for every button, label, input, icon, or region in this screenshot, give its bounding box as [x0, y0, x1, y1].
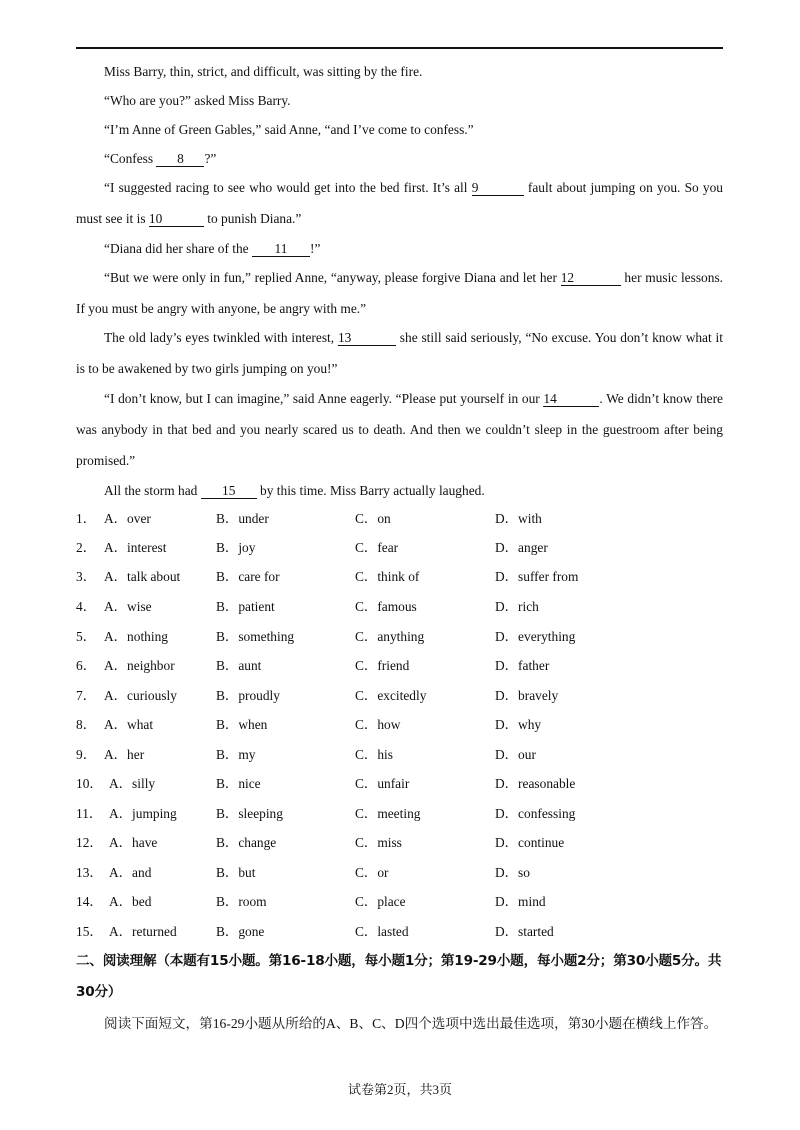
- option-a: A．over: [104, 511, 151, 526]
- top-rule: [76, 47, 723, 49]
- option-c: C．how: [355, 717, 401, 732]
- option-d: D．father: [495, 658, 550, 673]
- option-c: C．anything: [355, 629, 425, 644]
- option-b: B．under: [216, 511, 269, 526]
- option-c: C．excitedly: [355, 688, 427, 703]
- option-a: A．silly: [109, 776, 156, 791]
- option-a: A．and: [109, 865, 152, 880]
- option-c: C．miss: [355, 835, 402, 850]
- option-b: B．when: [216, 717, 268, 732]
- answer-blank: 8: [156, 151, 204, 167]
- option-a: A．talk about: [104, 569, 181, 584]
- question-number: 6．: [76, 658, 97, 673]
- option-c: C．unfair: [355, 776, 410, 791]
- option-a: A．interest: [104, 540, 167, 555]
- option-c: C．his: [355, 747, 393, 762]
- section-heading: 二、阅读理解（本题有15小题。第16-18小题，每小题1分；第19-29小题，每小题2分；第30小题5分。共30分）: [76, 953, 722, 1000]
- question-number: 11．: [76, 806, 103, 821]
- option-a: A．what: [104, 717, 154, 732]
- option-c: C．lasted: [355, 924, 409, 939]
- option-b: B．change: [216, 835, 277, 850]
- option-b: B．aunt: [216, 658, 262, 673]
- question-number: 7．: [76, 688, 97, 703]
- option-a: A．bed: [109, 894, 152, 909]
- option-c: C．fear: [355, 540, 399, 555]
- question-number: 3．: [76, 569, 97, 584]
- option-d: D．so: [495, 865, 530, 880]
- question-number: 8．: [76, 717, 97, 732]
- option-d: D．mind: [495, 894, 546, 909]
- option-d: D．continue: [495, 835, 565, 850]
- answer-blank: 11: [252, 241, 310, 257]
- option-c: C．famous: [355, 599, 417, 614]
- option-d: D．why: [495, 717, 542, 732]
- option-c: C．place: [355, 894, 406, 909]
- option-d: D．rich: [495, 599, 539, 614]
- option-b: B．something: [216, 629, 295, 644]
- answer-blank: 14: [543, 391, 599, 407]
- question-number: 9．: [76, 747, 97, 762]
- question-number: 2．: [76, 540, 97, 555]
- option-a: A．neighbor: [104, 658, 175, 673]
- passage-paragraph: All the storm had 15 by this time. Miss Barry actually laughed.: [104, 483, 485, 498]
- option-a: A．returned: [109, 924, 177, 939]
- page-footer: 试卷第2页，共3页: [347, 1082, 452, 1097]
- answer-blank: 15: [201, 483, 257, 499]
- option-a: A．wise: [104, 599, 152, 614]
- option-b: B．my: [216, 747, 256, 762]
- question-number: 5．: [76, 629, 97, 644]
- option-b: B．but: [216, 865, 256, 880]
- option-d: D．confessing: [495, 806, 576, 821]
- passage-paragraph: “But we were only in fun,” replied Anne, “anyway, please forgive Diana and let her 12 her music lessons. If you must be angry with anyone, be angry with me.”: [76, 270, 723, 316]
- option-b: B．gone: [216, 924, 265, 939]
- option-d: D．reasonable: [495, 776, 576, 791]
- passage-paragraph: “Who are you?” asked Miss Barry.: [104, 93, 291, 108]
- passage-paragraph: “I don’t know, but I can imagine,” said Anne eagerly. “Please put yourself in our 14 . We didn’t know there was anybody in that bed and you nearly scared us to death. And then we couldn’t sleep in the guestroom after being promised.”: [76, 391, 723, 468]
- answer-blank: 10: [149, 211, 204, 227]
- option-c: C．friend: [355, 658, 410, 673]
- option-d: D．anger: [495, 540, 548, 555]
- option-a: A．have: [109, 835, 158, 850]
- option-c: C．or: [355, 865, 389, 880]
- question-number: 1．: [76, 511, 97, 526]
- question-number: 4．: [76, 599, 97, 614]
- option-d: D．with: [495, 511, 542, 526]
- option-d: D．bravely: [495, 688, 559, 703]
- option-b: B．nice: [216, 776, 261, 791]
- option-a: A．nothing: [104, 629, 168, 644]
- option-a: A．curiously: [104, 688, 177, 703]
- question-number: 13．: [76, 865, 103, 880]
- passage-paragraph: “I suggested racing to see who would get into the bed first. It’s all 9 fault about jumping on you. So you must see it is 10 to punish Diana.”: [76, 180, 723, 226]
- answer-blank: 12: [561, 270, 621, 286]
- option-b: B．proudly: [216, 688, 280, 703]
- answer-blank: 9: [472, 180, 524, 196]
- question-number: 15．: [76, 924, 103, 939]
- option-b: B．room: [216, 894, 267, 909]
- answer-blank: 13: [338, 330, 396, 346]
- option-d: D．suffer from: [495, 569, 579, 584]
- question-number: 14．: [76, 894, 103, 909]
- passage-paragraph: “Diana did her share of the 11 !”: [104, 241, 321, 256]
- option-d: D．everything: [495, 629, 576, 644]
- option-d: D．started: [495, 924, 554, 939]
- option-d: D．our: [495, 747, 536, 762]
- passage-paragraph: “Confess 8 ?”: [104, 151, 217, 166]
- option-b: B．patient: [216, 599, 275, 614]
- option-b: B．care for: [216, 569, 280, 584]
- option-c: C．meeting: [355, 806, 421, 821]
- question-number: 12．: [76, 835, 103, 850]
- option-c: C．on: [355, 511, 391, 526]
- section-instruction: 阅读下面短文，第16-29小题从所给的A、B、C、D四个选项中选出最佳选项，第30小题在横线上作答。: [104, 1016, 718, 1031]
- option-b: B．joy: [216, 540, 256, 555]
- passage-paragraph: The old lady’s eyes twinkled with interest, 13 she still said seriously, “No excuse. You don’t know what it is to be awakened by two girls jumping on you!”: [76, 330, 723, 376]
- option-a: A．jumping: [109, 806, 177, 821]
- option-a: A．her: [104, 747, 145, 762]
- question-number: 10．: [76, 776, 103, 791]
- option-b: B．sleeping: [216, 806, 283, 821]
- option-c: C．think of: [355, 569, 420, 584]
- passage-paragraph: Miss Barry, thin, strict, and difficult, was sitting by the fire.: [104, 64, 423, 79]
- passage-paragraph: “I’m Anne of Green Gables,” said Anne, “and I’ve come to confess.”: [104, 122, 474, 137]
